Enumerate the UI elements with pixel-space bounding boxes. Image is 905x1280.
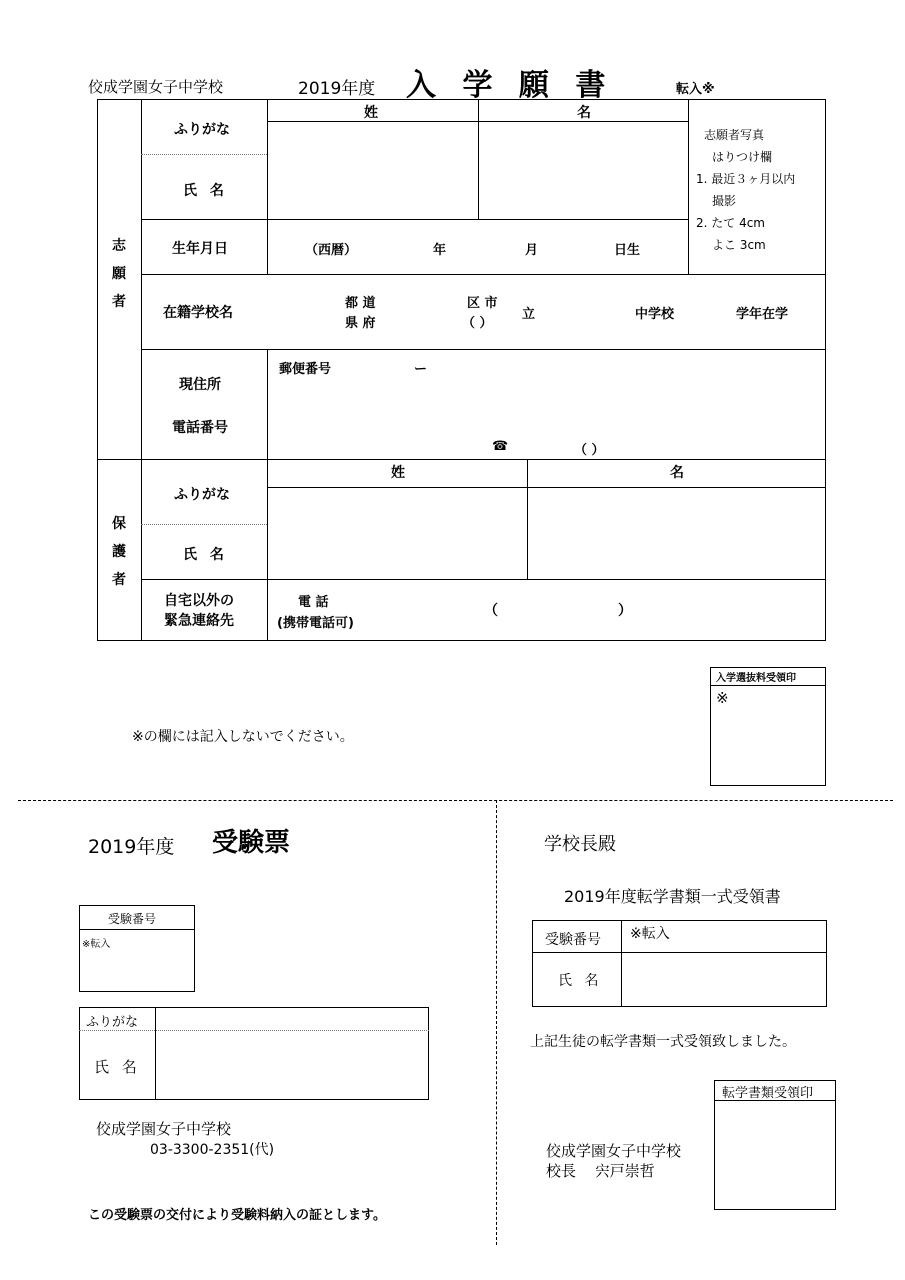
photo-line-3: 1. 最近３ヶ月以内	[696, 172, 796, 186]
birthdate-day: 日生	[614, 243, 641, 258]
photo-instructions	[696, 124, 796, 256]
city-top: 区 市	[467, 296, 498, 311]
photo-line-5: 2. たて 4cm	[696, 216, 766, 230]
birthdate-year: 年	[433, 243, 447, 258]
receipt-statement: 上記生徒の転学書類一式受領致しました。	[530, 1034, 796, 1050]
applicant-section-label-1: 志	[112, 238, 126, 254]
applicant-surname-header: 姓	[364, 105, 378, 121]
prefecture-top: 都 道	[345, 296, 376, 311]
receipt-exam-no-value: ※転入	[630, 926, 670, 942]
ticket-school: 佼成学園女子中学校	[96, 1120, 232, 1138]
receipt-name-label: 氏 名	[558, 973, 603, 989]
guardian-given-header: 名	[670, 465, 684, 481]
city-bottom: （ ）	[462, 316, 493, 331]
postal-code-label: 郵便番号	[279, 362, 332, 377]
phone-label: 電話番号	[172, 420, 228, 436]
emergency-tel-label: 電 話	[298, 595, 329, 610]
ticket-year: 2019年度	[88, 836, 175, 858]
guardian-given-field[interactable]	[530, 490, 822, 577]
photo-line-2: はりつけ欄	[712, 150, 773, 164]
prefecture-bottom: 県 府	[345, 316, 376, 331]
receipt-exam-no-label: 受験番号	[545, 932, 601, 948]
address-label: 現住所	[179, 377, 221, 393]
emergency-paren-open: （	[484, 603, 498, 619]
public-mark: 立	[522, 307, 536, 322]
ticket-phone: 03-3300-2351(代)	[150, 1142, 275, 1158]
receipt-stamp-title: 転学書類受領印	[722, 1086, 814, 1101]
applicant-given-header: 名	[577, 105, 591, 121]
form-year: 2019年度	[298, 79, 376, 99]
guardian-section-label-1: 保	[112, 516, 126, 532]
fee-stamp-mark: ※	[716, 689, 729, 707]
birthdate-month: 月	[525, 243, 539, 258]
guardian-name-label: 氏 名	[183, 547, 228, 563]
school-name: 佼成学園女子中学校	[88, 78, 224, 96]
guardian-surname-header: 姓	[391, 465, 405, 481]
telephone-icon: ☎	[492, 439, 509, 454]
applicant-surname-field[interactable]	[270, 124, 476, 218]
receipt-principal: 校長 宍戸崇哲	[546, 1162, 655, 1180]
guardian-section-label-3: 者	[112, 572, 126, 588]
guardian-surname-field[interactable]	[270, 490, 525, 577]
address-field[interactable]	[270, 380, 820, 455]
ticket-name-field[interactable]	[158, 1033, 426, 1097]
fee-stamp-title: 入学選抜料受領印	[716, 673, 796, 684]
applicant-section-label-2: 願	[112, 266, 126, 282]
applicant-given-field[interactable]	[481, 124, 686, 218]
form-title: 入 学 願 書	[406, 68, 614, 103]
current-school-label: 在籍学校名	[163, 305, 233, 321]
ticket-exam-no-label: 受験番号	[108, 912, 157, 926]
emergency-phone-field[interactable]	[500, 596, 612, 622]
receipt-school: 佼成学園女子中学校	[546, 1142, 682, 1160]
emergency-mobile-label: (携帯電話可)	[277, 616, 354, 631]
applicant-furigana-label: ふりがな	[174, 122, 230, 138]
cut-line-vertical	[496, 800, 497, 1245]
grade-label: 学年在学	[736, 307, 789, 322]
receipt-addressee: 学校長殿	[544, 834, 616, 855]
ticket-notice: この受験票の交付により受験料納入の証とします。	[88, 1208, 386, 1223]
guardian-section-label-2: 護	[112, 544, 126, 560]
birthdate-era: （西暦）	[305, 243, 358, 258]
ticket-name-label: 氏 名	[94, 1058, 141, 1076]
transfer-mark: 転入※	[676, 82, 715, 97]
photo-line-6: よこ 3cm	[712, 238, 766, 252]
receipt-title: 2019年度転学書類一式受領書	[564, 887, 781, 906]
junior-high-label: 中学校	[635, 307, 675, 322]
receipt-name-field[interactable]	[624, 955, 824, 1005]
applicant-name-label: 氏 名	[183, 183, 228, 199]
ticket-title: 受験票	[212, 828, 291, 858]
telephone-paren: （ ）	[574, 443, 605, 458]
guardian-furigana-label: ふりがな	[174, 487, 230, 503]
emergency-paren-close: ）	[618, 603, 632, 619]
cut-line-horizontal	[18, 800, 893, 801]
postal-dash: ー	[414, 362, 428, 377]
emergency-label-2: 緊急連絡先	[164, 613, 234, 629]
emergency-label-1: 自宅以外の	[164, 593, 234, 609]
photo-line-4: 撮影	[712, 194, 737, 208]
note-text: ※の欄には記入しないでください。	[132, 729, 354, 745]
birthdate-label: 生年月日	[172, 241, 228, 257]
ticket-exam-no-value: ※転入	[82, 939, 111, 950]
photo-line-1: 志願者写真	[704, 128, 765, 142]
ticket-furigana-label: ふりがな	[86, 1015, 139, 1030]
applicant-section-label-3: 者	[112, 294, 126, 310]
